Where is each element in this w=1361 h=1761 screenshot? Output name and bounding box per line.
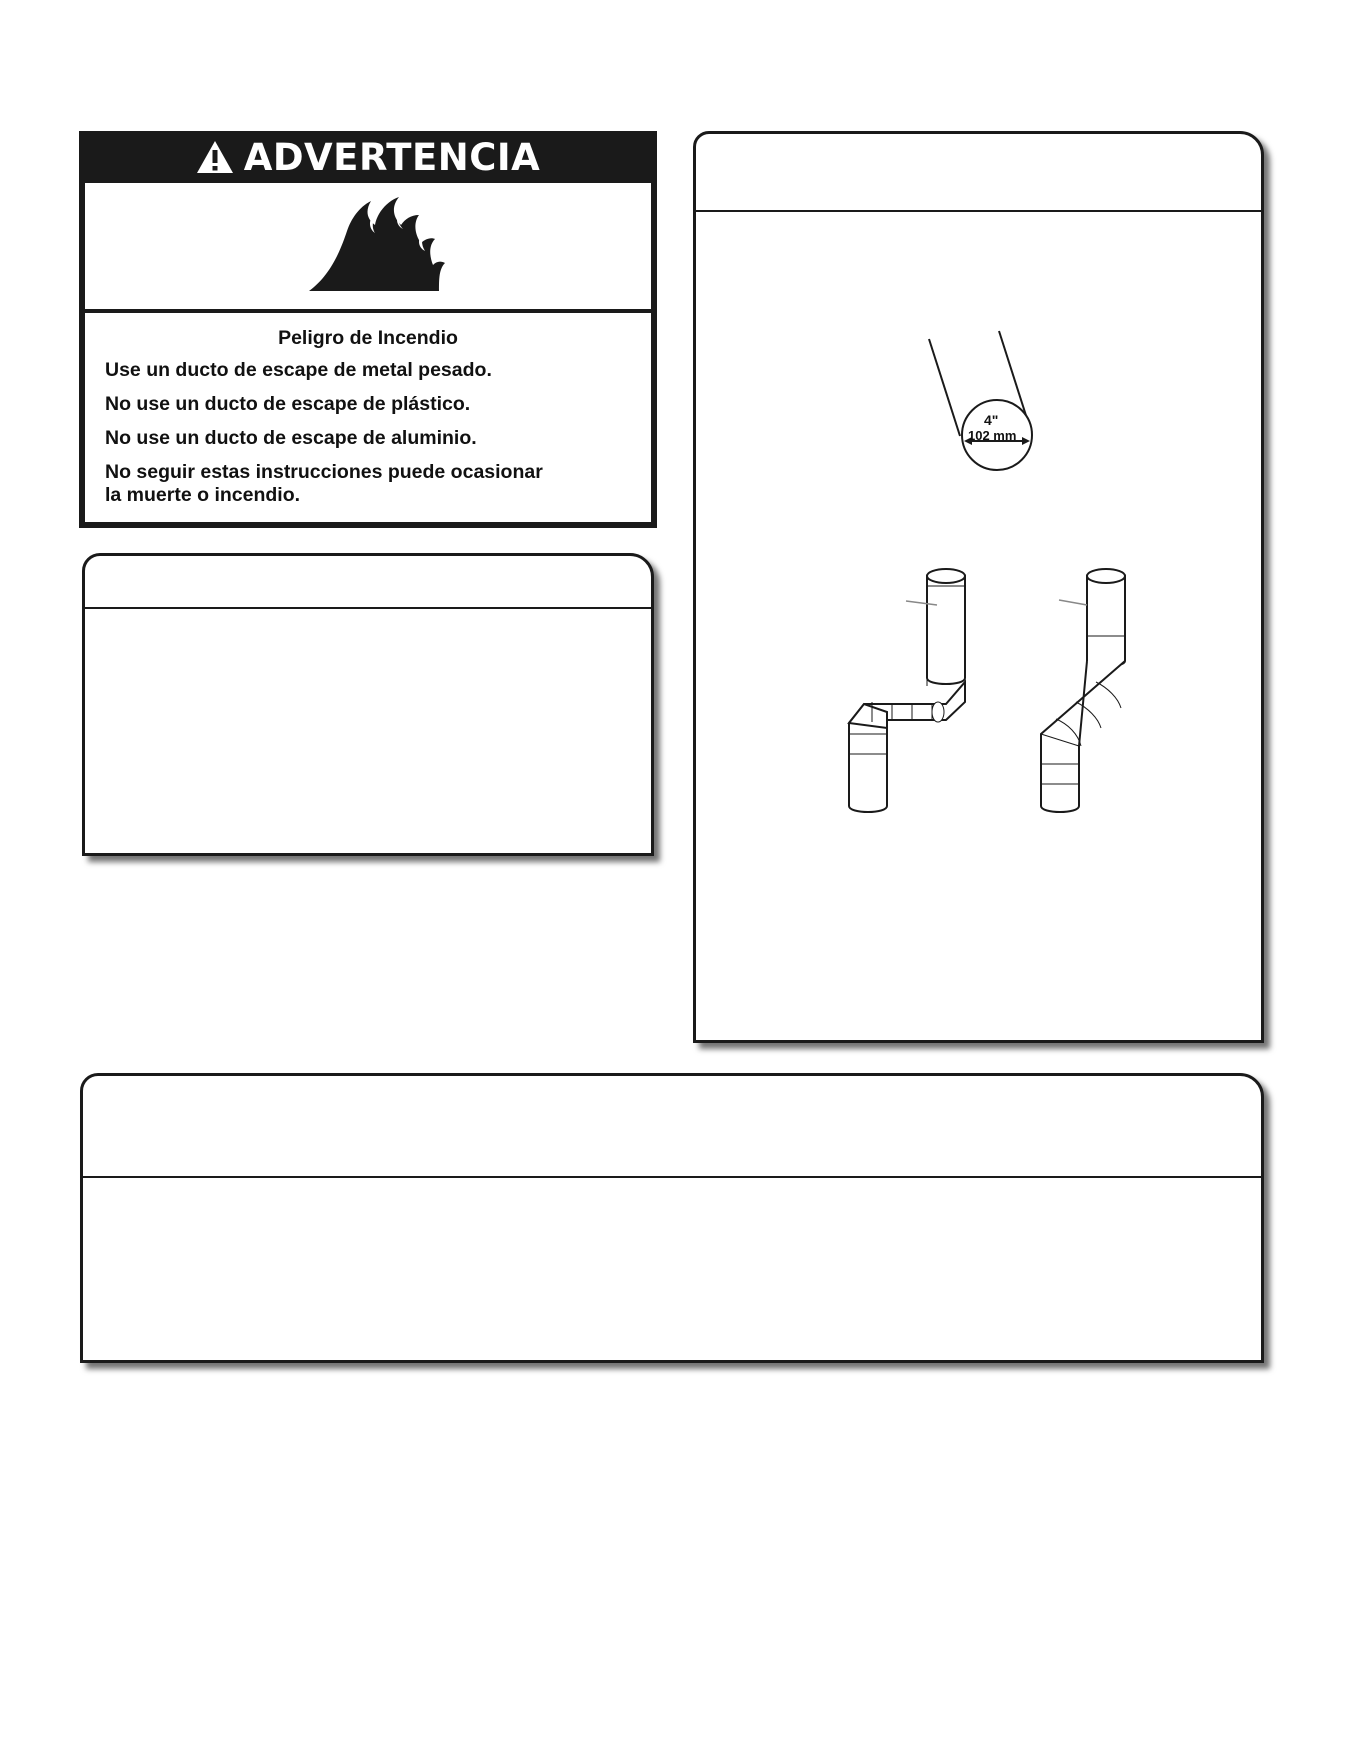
warning-line-4: No seguir estas instrucciones puede ocasionar	[105, 461, 543, 483]
warning-line-5: la muerte o incendio.	[105, 484, 301, 506]
duct-diagram	[696, 134, 1261, 1040]
fire-icon	[85, 183, 651, 309]
hazard-title: Peligro de Incendio	[278, 327, 458, 349]
elbow-duct-right	[1041, 569, 1125, 812]
duct-diameter-diagram	[929, 331, 1032, 470]
bottom-panel-divider	[83, 1176, 1261, 1178]
elbow-duct-left	[849, 569, 965, 812]
warning-line-1: Use un ducto de escape de metal pesado.	[105, 359, 492, 381]
bottom-info-panel	[80, 1073, 1264, 1363]
warning-image-area	[85, 183, 651, 309]
diameter-inches-label: 4"	[984, 412, 999, 428]
warning-text-area	[85, 313, 651, 522]
warning-line-3: No use un ducto de escape de aluminio.	[105, 427, 477, 449]
left-info-panel	[82, 553, 654, 856]
warning-box	[79, 131, 657, 528]
left-panel-divider	[85, 607, 651, 609]
warning-title: ADVERTENCIA	[243, 135, 541, 179]
duct-diagram-panel	[693, 131, 1264, 1043]
warning-triangle-icon	[196, 140, 234, 174]
warning-line-2: No use un ducto de escape de plástico.	[105, 393, 471, 415]
warning-header	[79, 131, 657, 183]
diameter-mm-label: 102 mm	[968, 428, 1017, 443]
